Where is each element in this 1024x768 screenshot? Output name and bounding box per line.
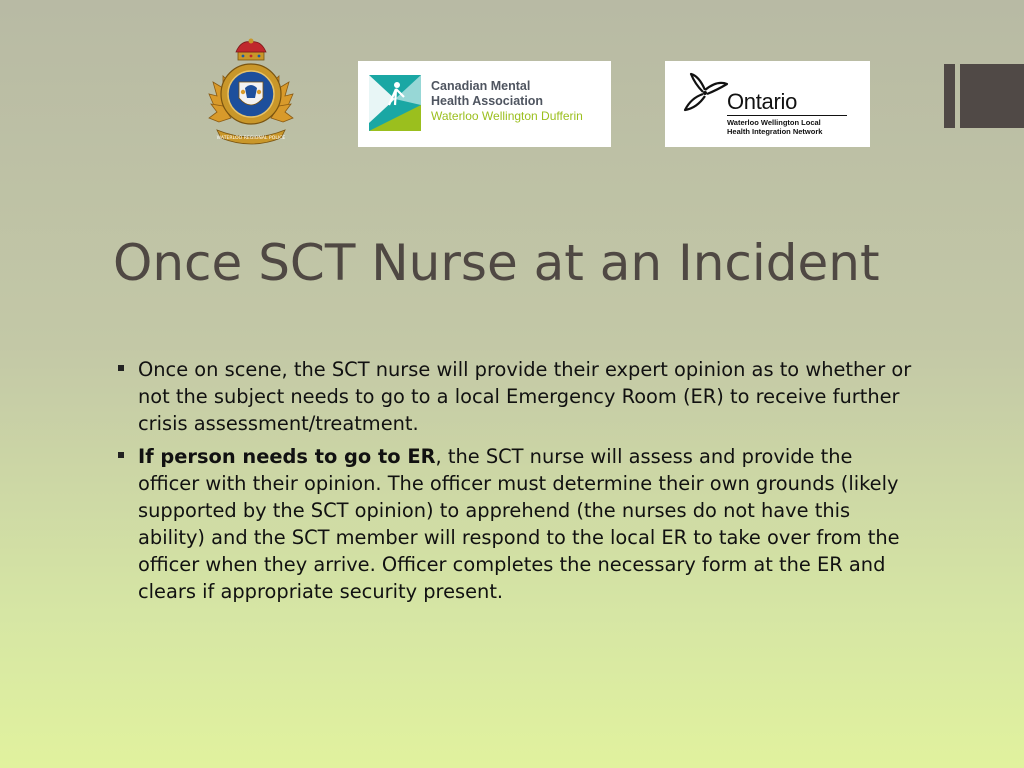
lhin-name-line1: Waterloo Wellington Local	[727, 118, 821, 127]
cmha-name-line2: Health Association	[431, 94, 544, 108]
bullet-square-icon	[118, 452, 124, 458]
decorative-bar-thick	[960, 64, 1024, 128]
lhin-name-line2: Health Integration Network	[727, 127, 823, 136]
cmha-name-line1: Canadian Mental	[431, 79, 531, 93]
bullet-square-icon	[118, 365, 124, 371]
cmha-name-line3: Waterloo Wellington Dufferin	[431, 109, 583, 123]
ontario-trillium-icon	[681, 72, 729, 112]
decorative-bar-thin	[944, 64, 955, 128]
ontario-rule	[727, 115, 847, 116]
bullet-item-1	[118, 356, 918, 437]
bullet-list	[118, 356, 918, 611]
ontario-lhin-logo	[665, 61, 870, 147]
cmha-figure-icon	[369, 75, 421, 131]
cmha-logo	[358, 61, 611, 147]
bullet-2-text: , the SCT nurse will assess and provide the officer with their opinion. The officer must determine their own grounds (likely supported by the SCT opinion) to apprehend (the nurses do not have this ability) and the SCT member will respond to the local ER to take over from the officer when they arrive. Officer completes the necessary form at the ER and clears if appropriate security present.	[138, 445, 900, 603]
slide-title: Once SCT Nurse at an Incident	[113, 234, 880, 292]
bullet-1-text: Once on scene, the SCT nurse will provide their expert opinion as to whether or not the subject needs to go to a local Emergency Room (ER) to receive further crisis assessment/treatment.	[138, 358, 912, 435]
bullet-item-2	[118, 443, 918, 605]
ontario-wordmark: Ontario	[727, 89, 798, 114]
bullet-2-lead: If person needs to go to ER	[138, 445, 436, 468]
police-crest-icon	[205, 38, 297, 146]
svg-text:WATERLOO REGIONAL POLICE: WATERLOO REGIONAL POLICE	[216, 136, 286, 141]
logo-strip	[0, 0, 1024, 160]
